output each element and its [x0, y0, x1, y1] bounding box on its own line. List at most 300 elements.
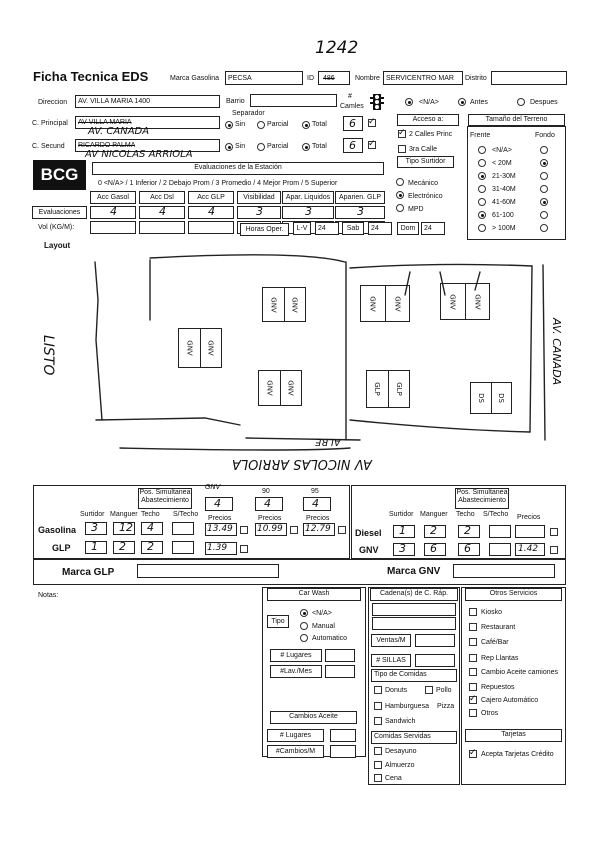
servicio-check[interactable]	[469, 654, 477, 662]
terreno-frente-radio-5[interactable]	[478, 211, 486, 219]
layout-side-left-text: LISTO	[40, 335, 56, 376]
gnv-cell[interactable]	[393, 543, 415, 556]
terreno-option-label: 41-60M	[492, 199, 516, 206]
fuel-right-col-surtidor: Surtidor	[389, 511, 414, 518]
pump-column	[280, 371, 302, 405]
desayuno-check[interactable]	[374, 747, 382, 755]
separator-row2-parcial-radio[interactable]	[257, 143, 265, 151]
cena-label: Cena	[385, 775, 402, 782]
direccion-value: AV. VILLA MARIA 1400	[78, 98, 150, 105]
eval-score-value: 3	[357, 205, 364, 218]
comidas-servidas-header: Comidas Servidas	[371, 731, 457, 744]
distrito-field[interactable]	[491, 71, 567, 85]
id-label: ID	[307, 75, 314, 82]
tarjetas-check[interactable]	[469, 750, 477, 758]
fuel-right-col-techo: Techo	[456, 511, 475, 518]
bcg-logo: BCG	[33, 160, 86, 190]
separator-row1-parcial-label: Parcial	[267, 121, 289, 128]
surtidor-mpd-radio[interactable]	[396, 204, 404, 212]
servicio-label: Cajero Automático	[481, 697, 539, 704]
carwash-automatico-label: Automatico	[312, 635, 348, 642]
separator-row2-sin-label: Sin	[235, 143, 246, 150]
terreno-frente-radio-1[interactable]	[478, 159, 486, 167]
gasolina-price-field[interactable]	[205, 523, 237, 536]
nombre-label: Nombre	[355, 75, 380, 82]
separator-row2-parcial-label: Parcial	[267, 143, 289, 150]
cambios-mes-field[interactable]	[330, 745, 356, 758]
separator-row1-total-label: Total	[312, 121, 327, 128]
fuel-left-precios-label-1: Precios	[208, 515, 232, 522]
eval-score-field[interactable]	[282, 206, 334, 219]
servicio-label: Rep Llantas	[481, 655, 519, 662]
distrito-label: Distrito	[465, 75, 487, 82]
terreno-frente-radio-0[interactable]	[478, 146, 486, 154]
layout-pump-0	[262, 287, 306, 322]
gasolina-price-check[interactable]	[240, 526, 248, 534]
gasolina-price-value: 13.49	[207, 524, 233, 534]
fuel-left-pos-2-value: 4	[264, 497, 271, 510]
pump-label: GLP	[373, 382, 382, 396]
pizza-label: Pizza	[437, 703, 455, 710]
pump-label: GNV	[269, 296, 278, 313]
separator-row1-sin-label: Sin	[235, 121, 246, 128]
diesel-cell[interactable]	[489, 525, 511, 538]
gasolina-cell[interactable]	[172, 522, 194, 535]
barrio-label: Barrio	[226, 98, 245, 105]
layout-bottom-street-text: AV NICOLAS ARRIOLA	[232, 456, 372, 471]
separator-row2-sin-radio[interactable]	[225, 143, 233, 151]
gasolina-cell-value: 12	[119, 521, 133, 534]
carwash-na-label: <N/A>	[312, 610, 332, 617]
ventas-field[interactable]	[415, 634, 455, 647]
tipo-surtidor-header: Tipo Surtidor	[397, 156, 454, 168]
marca-gnv-field[interactable]	[453, 564, 555, 578]
servicio-check[interactable]	[469, 709, 477, 717]
servicio-check[interactable]	[469, 638, 477, 646]
pump-column	[284, 288, 306, 321]
surtidor-electronico-label: Electrónico	[408, 193, 443, 200]
eval-score-field[interactable]	[188, 206, 234, 219]
camles-na-label: <N/A>	[419, 99, 439, 106]
servicio-check[interactable]	[469, 683, 477, 691]
lv-value: 24	[318, 225, 326, 232]
eval-col-header: Acc Gasol	[90, 191, 136, 204]
fuel-right-pos-simultanea: Pos. Simultanea Abastecimiento	[455, 488, 509, 509]
principal-label: C. Principal	[32, 120, 68, 127]
marca-glp-field[interactable]	[137, 564, 279, 578]
fuel-left-precios-label-3: Precios	[306, 515, 330, 522]
camles-antes-label: Antes	[470, 99, 488, 106]
notas-label: Notas:	[38, 592, 59, 599]
fuel-left-col-surtidor: Surtidor	[80, 511, 105, 518]
camles-na-radio[interactable]	[405, 98, 413, 106]
vol-label: Vol (KG/M):	[38, 224, 75, 231]
eval-col-header: Acc Dsl	[139, 191, 185, 204]
traffic-light-icon	[370, 94, 384, 115]
surtidor-mecanico-label: Mecánico	[408, 180, 438, 187]
fuel-left-grade-hand: GNV	[205, 483, 221, 491]
eval-score-value: 3	[305, 205, 312, 218]
eval-col-header: Aparien. GLP	[335, 191, 385, 204]
sillas-label: # SILLAS	[371, 654, 411, 667]
sab-value: 24	[371, 225, 379, 232]
pump-label: GNV	[368, 295, 377, 312]
fuel-left-pos-simultanea: Pos. Simultanea Abastecimiento	[138, 488, 192, 509]
id-value: 486	[323, 75, 335, 82]
vol-field[interactable]	[139, 221, 185, 234]
layout-pump-2	[258, 370, 302, 406]
marca-gnv-label: Marca GNV	[387, 566, 441, 577]
diesel-cell-value: 2	[430, 524, 437, 537]
gasolina-price-value: 12.79	[305, 524, 331, 534]
terreno-fondo-radio-5[interactable]	[540, 211, 548, 219]
layout-pump-4	[440, 283, 490, 320]
sandwich-label: Sandwich	[385, 718, 416, 725]
glp-cell[interactable]	[172, 541, 194, 554]
fuel-right-precios-label: Precios	[517, 514, 541, 521]
camles-label: Camles	[340, 103, 364, 110]
fuel-left-pos-2[interactable]	[255, 497, 283, 511]
surtidor-electronico-radio[interactable]	[396, 191, 404, 199]
carwash-na-radio[interactable]	[300, 609, 308, 617]
eval-score-field[interactable]	[139, 206, 185, 219]
cambios-lugares-label: # Lugares	[267, 729, 324, 742]
pump-column	[471, 383, 491, 413]
direccion-field[interactable]	[75, 95, 220, 108]
hamburguesa-check[interactable]	[374, 702, 382, 710]
pump-label: GNV	[393, 295, 402, 312]
fuel-left-pos-3-value: 4	[312, 497, 319, 510]
carwash-manual-radio[interactable]	[300, 622, 308, 630]
pump-column	[465, 284, 490, 319]
gnv-cell-value: 6	[464, 542, 471, 555]
pump-column	[263, 288, 284, 321]
terreno-option-label: <N/A>	[492, 147, 512, 154]
terreno-option-label: 61-100	[492, 212, 514, 219]
glp-cell[interactable]	[113, 541, 135, 554]
glp-cell-value: 2	[119, 540, 126, 553]
lv-field[interactable]	[315, 222, 339, 235]
separator-row2-total-radio[interactable]	[302, 143, 310, 151]
terreno-option-label: 31-40M	[492, 186, 516, 193]
separator-row2-count[interactable]	[343, 138, 363, 153]
dom-field[interactable]	[421, 222, 445, 235]
fuel-left-col-techo: Techo	[141, 511, 160, 518]
cadena-header: Cadena(s) de C. Ráp.	[370, 588, 458, 601]
servicios-header: Otros Servicios	[465, 588, 562, 601]
carwash-automatico-radio[interactable]	[300, 634, 308, 642]
gasolina-price-value: 10.99	[257, 524, 283, 534]
separator-row1-count-value: 6	[349, 117, 356, 130]
gnv-cell[interactable]	[424, 543, 446, 556]
surtidor-mpd-label: MPD	[408, 206, 424, 213]
gnv-price-value: 1.42	[518, 544, 539, 554]
fuel-left-grade-95: 95	[311, 488, 319, 495]
servicio-check[interactable]	[469, 608, 477, 616]
pump-column	[491, 383, 512, 413]
pump-label: GNV	[290, 296, 299, 313]
terreno-header: Tamaño del Terreno	[468, 114, 565, 126]
gnv-price-field[interactable]	[515, 543, 545, 556]
diesel-cell-value: 2	[464, 524, 471, 537]
sandwich-check[interactable]	[374, 717, 382, 725]
gnv-label: GNV	[359, 545, 379, 555]
eval-score-value: 3	[256, 205, 263, 218]
cambios-aceite-header: Cambios Aceite	[270, 711, 357, 724]
pump-label: GNV	[473, 293, 482, 310]
servicio-label: Café/Bar	[481, 639, 509, 646]
diesel-label: Diesel	[355, 528, 382, 538]
gasolina-price-field[interactable]	[303, 523, 335, 536]
pump-column	[200, 329, 222, 367]
pump-column	[367, 371, 388, 407]
terreno-frente-radio-6[interactable]	[478, 224, 486, 232]
tipo-comidas-header: Tipo de Comidas	[371, 669, 457, 682]
hamburguesa-label: Hamburguesa	[385, 703, 429, 710]
carwash-lav-label: #Lav./Mes	[270, 665, 322, 678]
gasolina-price-check[interactable]	[338, 526, 346, 534]
gnv-cell[interactable]	[458, 543, 480, 556]
carwash-header: Car Wash	[267, 588, 361, 601]
glp-cell[interactable]	[85, 541, 107, 554]
layout-pump-3	[360, 285, 410, 322]
pump-column	[385, 286, 410, 321]
handwritten-number: 1242	[315, 38, 359, 58]
pollo-label: Pollo	[436, 687, 452, 694]
eval-score-value: 4	[159, 205, 166, 218]
glp-price-field[interactable]	[205, 542, 237, 555]
servicio-check[interactable]	[469, 696, 477, 704]
fuel-left-pos-1-value: 4	[214, 497, 221, 510]
sillas-field[interactable]	[415, 654, 455, 667]
cadena-field-2[interactable]	[372, 617, 456, 630]
pump-label: GNV	[448, 293, 457, 310]
evaluaciones-label: Evaluaciones	[32, 206, 87, 219]
pump-label: GNV	[206, 340, 215, 356]
terreno-frente-radio-4[interactable]	[478, 198, 486, 206]
pump-label: GNV	[185, 340, 194, 356]
acceso-2calles-label: 2 Calles Princ	[409, 131, 453, 138]
separator-row1-parcial-radio[interactable]	[257, 121, 265, 129]
dom-value: 24	[424, 225, 432, 232]
servicio-label: Restaurant	[481, 624, 516, 631]
layout-alre-text: ALRE	[315, 436, 341, 447]
eval-col-header: Acc GLP	[188, 191, 234, 204]
page-title: Ficha Tecnica EDS	[33, 69, 149, 84]
terreno-fondo-radio-6[interactable]	[540, 224, 548, 232]
camles-despues-radio[interactable]	[517, 98, 525, 106]
ventas-label: Ventas/M	[371, 634, 411, 647]
diesel-cell-value: 1	[399, 524, 406, 537]
separator-row2-count-value: 6	[349, 139, 356, 152]
pump-column	[259, 371, 280, 405]
direccion-label: Direccion	[38, 99, 68, 106]
secund-handwritten: AV NICOLAS ARRIOLA	[85, 149, 193, 160]
secund-typed: RICARDO PALMA	[78, 142, 136, 149]
gasolina-cell-value: 3	[91, 521, 98, 534]
separator-row2-total-label: Total	[312, 143, 327, 150]
nombre-value: SERVICENTRO MAR	[386, 75, 454, 82]
servicio-label: Otros	[481, 710, 499, 717]
eval-score-field[interactable]	[90, 206, 136, 219]
acceso-2calles-check[interactable]	[398, 130, 406, 138]
diesel-cell[interactable]	[458, 525, 480, 538]
separator-row2-check[interactable]	[368, 141, 376, 149]
pump-column	[361, 286, 385, 321]
fuel-left-pos-3[interactable]	[303, 497, 331, 511]
almuerzo-label: Almuerzo	[385, 762, 415, 769]
camles-antes-radio[interactable]	[458, 98, 466, 106]
terreno-fondo-radio-4[interactable]	[540, 198, 548, 206]
eval-score-value: 4	[110, 205, 117, 218]
carwash-lugares-label: # Lugares	[270, 649, 322, 662]
camles-hash: #	[348, 93, 352, 100]
carwash-manual-label: Manual	[312, 623, 335, 630]
diesel-price-field[interactable]	[515, 525, 545, 538]
layout-side-right-text: AV. CANADA	[550, 318, 563, 386]
terreno-option-label: > 100M	[492, 225, 516, 232]
gasolina-label: Gasolina	[38, 525, 77, 535]
carwash-lugares-field[interactable]	[325, 649, 355, 662]
fuel-left-col-manguer: Manguer	[110, 511, 138, 518]
acceso-header: Acceso a:	[397, 114, 459, 126]
donuts-label: Donuts	[385, 687, 408, 694]
pump-label: GNV	[265, 380, 274, 396]
nombre-field[interactable]	[383, 71, 463, 85]
fuel-left-col-stecho: S/Techo	[173, 511, 199, 518]
gasolina-cell[interactable]	[141, 522, 163, 535]
terreno-fondo-radio-3[interactable]	[540, 185, 548, 193]
gasolina-price-field[interactable]	[255, 523, 287, 536]
fuel-right-col-stecho: S/Techo	[483, 511, 509, 518]
glp-cell[interactable]	[141, 541, 163, 554]
separator-row1-total-radio[interactable]	[302, 121, 310, 129]
cadena-field-1[interactable]	[372, 603, 456, 616]
desayuno-label: Desayuno	[385, 748, 417, 755]
diesel-cell[interactable]	[393, 525, 415, 538]
servicio-check[interactable]	[469, 668, 477, 676]
pollo-check[interactable]	[425, 686, 433, 694]
cambios-mes-label: #Cambios/M	[267, 745, 324, 758]
vol-field[interactable]	[188, 221, 234, 234]
eval-score-field[interactable]	[237, 206, 281, 219]
evaluaciones-scale: 0 <N/A> / 1 Inferior / 2 Debajo Prom / 3 Promedio / 4 Mejor Prom / 5 Superior	[98, 180, 338, 187]
terreno-frente-radio-3[interactable]	[478, 185, 486, 193]
eval-score-field[interactable]	[335, 206, 385, 219]
cambios-lugares-field[interactable]	[330, 729, 356, 742]
layout-pump-1	[178, 328, 222, 368]
diesel-price-check[interactable]	[550, 528, 558, 536]
terreno-option-label: 21-30M	[492, 173, 516, 180]
glp-price-check[interactable]	[240, 545, 248, 553]
servicio-label: Cambio Aceite camiones	[481, 669, 559, 676]
gnv-price-check[interactable]	[550, 546, 558, 554]
secund-label: C. Secund	[32, 143, 65, 150]
layout-label: Layout	[44, 241, 71, 250]
pump-label: DS	[497, 393, 506, 403]
barrio-field[interactable]	[250, 94, 337, 107]
lv-label: L-V	[293, 222, 311, 235]
pump-label: DS	[476, 393, 485, 403]
horas-oper-label: Horas Oper.	[240, 223, 289, 236]
layout-pump-6	[470, 382, 512, 414]
terreno-fondo-radio-1[interactable]	[540, 159, 548, 167]
separator-row1-sin-radio[interactable]	[225, 121, 233, 129]
eval-col-header: Visibilidad	[237, 191, 281, 204]
servicio-label: Repuestos	[481, 684, 515, 691]
carwash-tipo-label: Tipo	[267, 615, 289, 628]
sab-label: Sab	[342, 222, 364, 235]
pump-column	[441, 284, 465, 319]
tarjetas-label: Acepta Tarjetas Crédito	[481, 751, 554, 758]
vol-field[interactable]	[90, 221, 136, 234]
pump-label: GNV	[286, 380, 295, 396]
carwash-lav-field[interactable]	[325, 665, 355, 678]
glp-price-value: 1.39	[207, 543, 228, 553]
separator-row1-count[interactable]	[343, 116, 363, 131]
marca-gasolina-field[interactable]	[225, 71, 303, 85]
eval-score-value: 4	[208, 205, 215, 218]
principal-handwritten: AV. CANADA	[88, 126, 150, 137]
donuts-check[interactable]	[374, 686, 382, 694]
servicio-check[interactable]	[469, 623, 477, 631]
pump-column	[388, 371, 410, 407]
fuel-left-precios-label-2: Precios	[258, 515, 282, 522]
tarjetas-header: Tarjetas	[465, 729, 562, 742]
acceso-3ra-check[interactable]	[398, 145, 406, 153]
camles-despues-label: Despues	[530, 99, 558, 106]
eval-col-header: Apar. Liquidos	[282, 191, 334, 204]
separator-row1-check[interactable]	[368, 119, 376, 127]
terreno-frente-label: Frente	[470, 132, 491, 139]
terreno-fondo-radio-2[interactable]	[540, 172, 548, 180]
evaluaciones-title: Evaluaciones de la Estación	[92, 162, 384, 175]
gasolina-cell-value: 4	[147, 521, 154, 534]
terreno-fondo-radio-0[interactable]	[540, 146, 548, 154]
principal-typed: AV VILLA MARIA	[78, 119, 132, 126]
gnv-cell-value: 6	[430, 542, 437, 555]
glp-cell-value: 1	[91, 540, 98, 553]
fuel-right-col-manguer: Manguer	[420, 511, 448, 518]
terreno-fondo-label: Fondo	[535, 132, 555, 139]
separador-label: Separador	[232, 110, 265, 117]
id-field[interactable]	[318, 71, 350, 85]
glp-cell-value: 2	[147, 540, 154, 553]
sab-field[interactable]	[368, 222, 392, 235]
servicio-label: Kiosko	[481, 609, 503, 616]
diesel-cell[interactable]	[424, 525, 446, 538]
gasolina-cell[interactable]	[85, 522, 107, 535]
gnv-cell-value: 3	[399, 542, 406, 555]
marca-gasolina-value: PECSA	[228, 75, 252, 82]
almuerzo-check[interactable]	[374, 761, 382, 769]
surtidor-mecanico-radio[interactable]	[396, 178, 404, 186]
fuel-left-pos-1[interactable]	[205, 497, 233, 511]
pump-label: GLP	[394, 382, 403, 396]
cena-check[interactable]	[374, 774, 382, 782]
gnv-cell[interactable]	[489, 543, 511, 556]
terreno-option-label: < 20M	[492, 160, 512, 167]
gasolina-price-check[interactable]	[290, 526, 298, 534]
acceso-3ra-label: 3ra Calle	[409, 146, 438, 153]
layout-pump-5	[366, 370, 410, 408]
terreno-frente-radio-2[interactable]	[478, 172, 486, 180]
marca-gasolina-label: Marca Gasolina	[170, 75, 220, 82]
gasolina-cell[interactable]	[113, 522, 135, 535]
pump-column	[179, 329, 200, 367]
glp-label: GLP	[52, 543, 71, 553]
fuel-left-grade-90: 90	[262, 488, 270, 495]
